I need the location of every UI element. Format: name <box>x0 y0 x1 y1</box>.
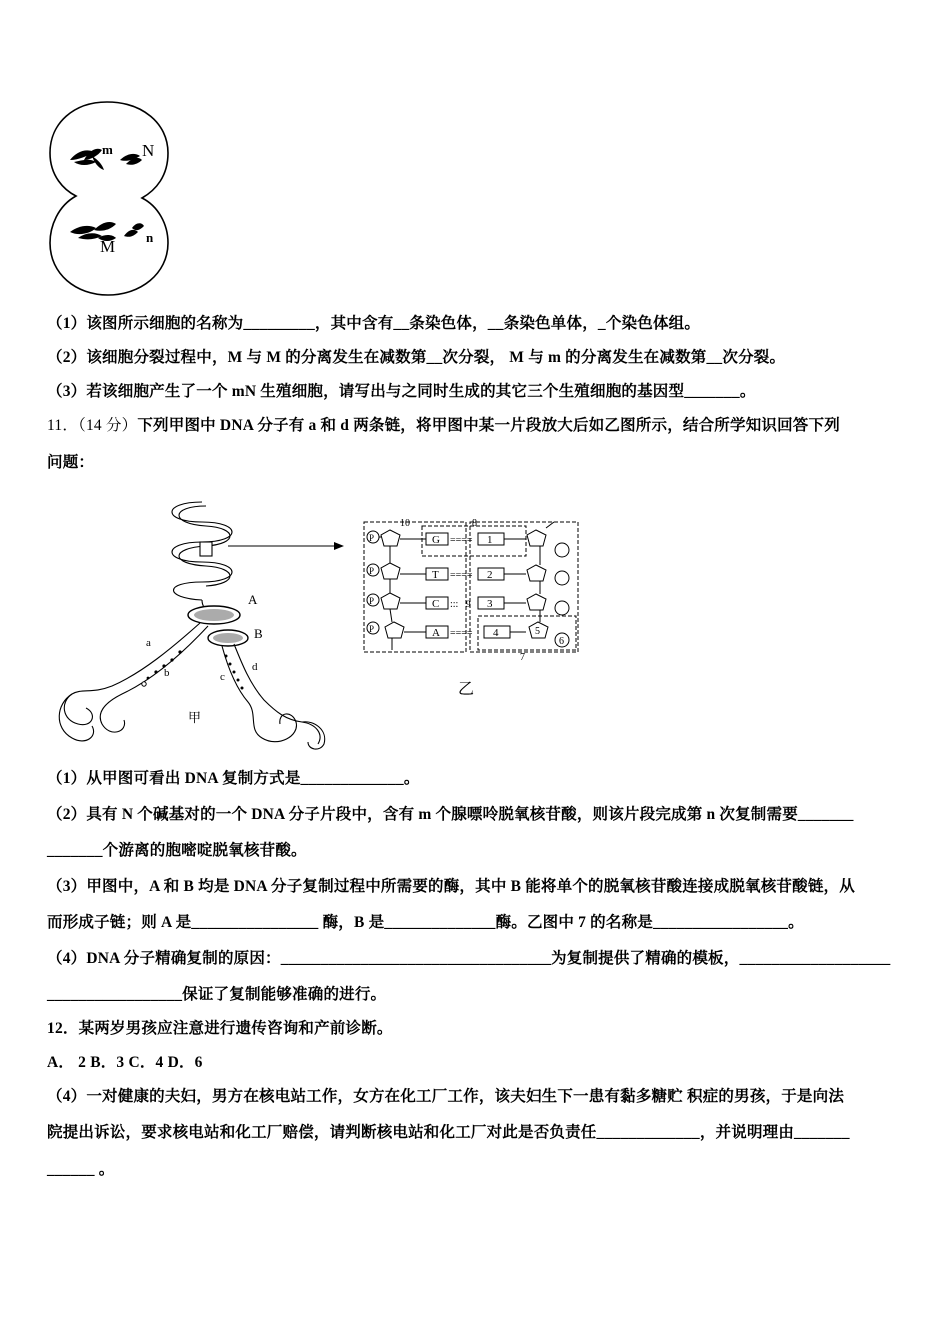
q12-part4-line1: （4）一对健康的夫妇，男方在核电站工作，女方在化工厂工作，该夫妇生下一患有黏多糖贮 积症的男孩，于是向法 <box>47 1088 845 1105</box>
svg-text:====: ==== <box>450 628 473 639</box>
label-n: n <box>146 230 154 245</box>
q10-part2: （2）该细胞分裂过程中，M 与 M 的分离发生在减数第__次分裂， M 与 m 的分离发生在减数第__次分裂。 <box>47 349 786 366</box>
yi-label-7: 7 <box>520 652 525 663</box>
svg-text:====: ==== <box>450 535 473 546</box>
svg-text:1: 1 <box>487 534 493 546</box>
yi-label-5: 5 <box>535 626 540 637</box>
q12-options: A． 2 B．3 C．4 D．6 <box>47 1054 203 1071</box>
q12-part4-line3: ______ 。 <box>47 1161 115 1178</box>
svg-text:2: 2 <box>487 569 493 581</box>
svg-text:C: C <box>432 598 440 610</box>
q10-part1: （1）该图所示细胞的名称为_________，其中含有__条染色体，__条染色单体，_个染色体组。 <box>47 315 701 332</box>
q12-part4-line2: 院提出诉讼，要求核电站和化工厂赔偿，请判断核电站和化工厂对此是否负责任_____________，并说明理由_______ <box>47 1124 850 1141</box>
jia-label-b: b <box>164 667 170 679</box>
figure-yi-dna-segment <box>360 516 585 706</box>
yi-title: 乙 <box>458 681 475 698</box>
figure-jia-dna-replication <box>52 498 352 753</box>
label-M: M <box>100 237 116 256</box>
svg-text:P: P <box>369 533 375 543</box>
q11-part3-line2: 而形成子链；则 A 是________________ 酶，B 是______________酶。乙图中 7 的名称是_________________。 <box>47 914 804 931</box>
chromosome-N-upper <box>120 154 142 165</box>
q11-part2-line1: （2）具有 N 个碱基对的一个 DNA 分子片段中，含有 m 个腺嘌呤脱氧核苷酸，则该片段完成第 n 次复制需要_______ <box>47 806 854 823</box>
svg-text:4: 4 <box>493 627 499 639</box>
q11-stem-text: 下列甲图中 DNA 分子有 a 和 d 两条链，将甲图中某一片段放大后如乙图所示，结合所学知识回答下列 <box>137 417 840 434</box>
yi-row-1 <box>367 522 569 557</box>
q11-stem-line2: 问题： <box>47 454 95 471</box>
label-m: m <box>102 142 113 157</box>
svg-text::::: ::: <box>450 599 459 610</box>
svg-text:A: A <box>432 627 440 639</box>
jia-title: 甲 <box>188 710 202 725</box>
yi-row-2 <box>367 546 569 585</box>
svg-text:G: G <box>432 534 440 546</box>
q11-part2-line2: _______个游离的胞嘧啶脱氧核苷酸。 <box>47 842 307 859</box>
jia-label-B: B <box>254 626 263 641</box>
jia-label-a: a <box>146 637 151 649</box>
q11-part4-line1: （4）DNA 分子精确复制的原因：__________________________________为复制提供了精确的模板，___________________ <box>47 950 891 967</box>
svg-text:P: P <box>369 566 375 576</box>
q10-part3: （3）若该细胞产生了一个 mN 生殖细胞，请写出与之同时生成的其它三个生殖细胞的基因型_______。 <box>47 383 756 400</box>
label-N: N <box>142 141 155 160</box>
cell-division-figure <box>44 98 179 298</box>
q11-stem-line1 <box>47 413 840 435</box>
svg-text:3: 3 <box>487 598 493 610</box>
svg-text:P: P <box>369 596 375 606</box>
svg-text:T: T <box>432 569 439 581</box>
svg-text:====: ==== <box>450 570 473 581</box>
q11-part1: （1）从甲图可看出 DNA 复制方式是_____________。 <box>47 770 420 787</box>
q11-number: 11．（14 分） <box>47 417 138 434</box>
jia-label-A: A <box>248 592 258 607</box>
cell-membrane <box>50 102 168 295</box>
chromosome-n-lower <box>124 223 144 237</box>
jia-label-c: c <box>220 671 225 683</box>
yi-label-8: 8 <box>472 518 477 529</box>
q11-part4-line2: _________________保证了复制能够准确的进行。 <box>47 986 387 1003</box>
yi-label-6: 6 <box>559 636 564 647</box>
q12-stem: 12．某两岁男孩应注意进行遗传咨询和产前诊断。 <box>47 1020 393 1037</box>
yi-row-3 <box>367 581 569 615</box>
jia-label-d: d <box>252 661 258 673</box>
q11-part3-line1: （3）甲图中，A 和 B 均是 DNA 分子复制过程中所需要的酶，其中 B 能将单个的脱氧核苷酸连接成脱氧核苷酸链，从 <box>47 878 855 895</box>
yi-label-9: 9 <box>466 599 471 609</box>
chromosome-m-upper <box>70 149 104 170</box>
yi-label-10: 10 <box>400 518 410 529</box>
svg-text:P: P <box>369 624 375 634</box>
